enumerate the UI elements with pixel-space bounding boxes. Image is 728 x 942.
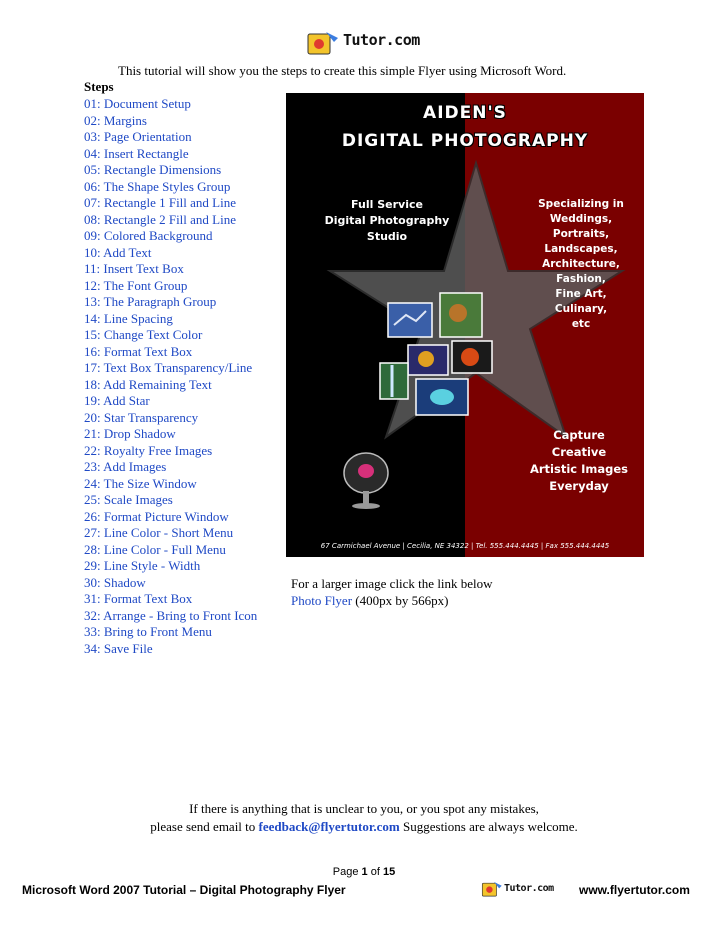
- flyer-title-line1: AIDEN'S: [423, 103, 507, 123]
- flyer-footer-text: 67 Carmichael Avenue | Cecilia, NE 34322 | Tel. 555.444.4445 | Fax 555.444.4445: [320, 542, 610, 550]
- caption-line: For a larger image click the link below: [291, 576, 493, 591]
- flyer-text-line: Capture: [553, 428, 605, 442]
- intro-text: This tutorial will show you the steps to create this simple Flyer using Microsoft Word.: [118, 63, 567, 78]
- flyer-badge-icon: [306, 28, 340, 58]
- flyer-text-line: etc: [571, 318, 591, 330]
- step-link[interactable]: 05: Rectangle Dimensions: [84, 162, 222, 177]
- feedback-pre: please send email to: [150, 819, 259, 834]
- feedback-line1: If there is anything that is unclear to you, or you spot any mistakes,: [189, 801, 539, 816]
- flyer-text-line: Studio: [366, 230, 408, 243]
- flyer-title-line2: DIGITAL PHOTOGRAPHY: [341, 131, 589, 151]
- step-link[interactable]: 33: Bring to Front Menu: [84, 624, 212, 639]
- step-link[interactable]: 11: Insert Text Box: [84, 261, 184, 276]
- step-link[interactable]: 16: Format Text Box: [84, 343, 193, 359]
- flyer-image: [286, 93, 644, 557]
- flyer-text-line: Specializing in: [538, 198, 624, 210]
- feedback-post: Suggestions are always welcome.: [399, 819, 578, 834]
- step-link[interactable]: 26: Format Picture Window: [84, 508, 229, 524]
- footer-logo: [481, 879, 559, 901]
- header-logo: [306, 22, 422, 62]
- feedback-line2: [0, 818, 728, 836]
- step-link[interactable]: 21: Drop Shadow: [84, 426, 176, 441]
- step-link[interactable]: 08: Rectangle 2 Fill and Line: [84, 211, 236, 227]
- step-link[interactable]: 13: The Paragraph Group: [84, 294, 217, 309]
- step-link[interactable]: 22: Royalty Free Images: [84, 442, 213, 458]
- step-link[interactable]: 17: Text Box Transparency/Line: [84, 360, 253, 375]
- step-link[interactable]: 23: Add Images: [84, 459, 167, 474]
- flyer-right-bottom-text: [514, 427, 644, 495]
- step-link[interactable]: 28: Line Color - Full Menu: [84, 541, 226, 557]
- flyer-right-top-text: [526, 197, 636, 332]
- flyer-text-line: Digital Photography: [324, 214, 450, 227]
- footer-logo-wordmark: Tutor.com: [504, 883, 554, 894]
- flyer-text-line: Landscapes,: [544, 243, 618, 255]
- step-link[interactable]: 25: Scale Images: [84, 492, 173, 507]
- step-link[interactable]: 20: Star Transparency: [84, 409, 199, 425]
- step-link[interactable]: 06: The Shape Styles Group: [84, 178, 231, 194]
- page-current: 1: [361, 866, 368, 878]
- flyer-text-line: Creative: [551, 445, 607, 459]
- page-label: Page: [332, 866, 359, 878]
- flyer-text-line: Full Service: [351, 198, 423, 211]
- step-link[interactable]: 03: Page Orientation: [84, 129, 192, 144]
- flyer-text-line: Fashion,: [556, 273, 606, 285]
- feedback-note: [0, 800, 728, 836]
- flyer-caption: [291, 575, 493, 609]
- flyer-text-line: Weddings,: [549, 213, 613, 225]
- flyer-text-line: Fine Art,: [555, 288, 607, 300]
- step-link[interactable]: 01: Document Setup: [84, 96, 191, 111]
- step-link[interactable]: 07: Rectangle 1 Fill and Line: [84, 195, 236, 210]
- logo-wordmark: Tutor.com: [343, 31, 420, 49]
- step-link[interactable]: 15: Change Text Color: [84, 327, 203, 342]
- footer-website: www.flyertutor.com: [579, 883, 690, 897]
- page-total: 15: [382, 866, 396, 878]
- flyer-left-text: [312, 197, 462, 245]
- steps-heading: Steps: [84, 79, 114, 94]
- step-link[interactable]: 04: Insert Rectangle: [84, 145, 189, 161]
- feedback-email-link[interactable]: feedback@flyertutor.com: [258, 819, 400, 834]
- step-link[interactable]: 30: Shadow: [84, 574, 146, 590]
- flyer-text-line: Artistic Images: [529, 462, 628, 476]
- step-link[interactable]: 34: Save File: [84, 640, 153, 656]
- steps-list: [84, 96, 257, 657]
- step-link[interactable]: 27: Line Color - Short Menu: [84, 525, 234, 540]
- flyer-text-line: Portraits,: [552, 228, 610, 240]
- page-of: of: [370, 866, 380, 878]
- step-link[interactable]: 24: The Size Window: [84, 475, 197, 491]
- step-link[interactable]: 32: Arrange - Bring to Front Icon: [84, 607, 258, 623]
- flyer-text-line: Architecture,: [542, 258, 620, 270]
- step-link[interactable]: 10: Add Text: [84, 244, 152, 260]
- step-link[interactable]: 31: Format Text Box: [84, 591, 193, 606]
- step-link[interactable]: 19: Add Star: [84, 393, 150, 408]
- step-link[interactable]: 18: Add Remaining Text: [84, 376, 212, 392]
- step-link[interactable]: 29: Line Style - Width: [84, 558, 201, 573]
- page-number: [0, 866, 728, 878]
- caption-link-row: [291, 592, 493, 609]
- step-link[interactable]: 09: Colored Background: [84, 228, 213, 243]
- flyer-text-line: Culinary,: [554, 303, 608, 315]
- caption-size-text: (400px by 566px): [352, 593, 449, 608]
- flyer-text-line: Everyday: [549, 479, 609, 493]
- photo-flyer-link[interactable]: Photo Flyer: [291, 593, 353, 608]
- step-link[interactable]: 12: The Font Group: [84, 277, 188, 293]
- step-link[interactable]: 02: Margins: [84, 112, 147, 128]
- footer-doc-title: Microsoft Word 2007 Tutorial – Digital Photography Flyer: [22, 883, 346, 897]
- flyer-badge-icon: [481, 879, 503, 899]
- step-link[interactable]: 14: Line Spacing: [84, 310, 173, 326]
